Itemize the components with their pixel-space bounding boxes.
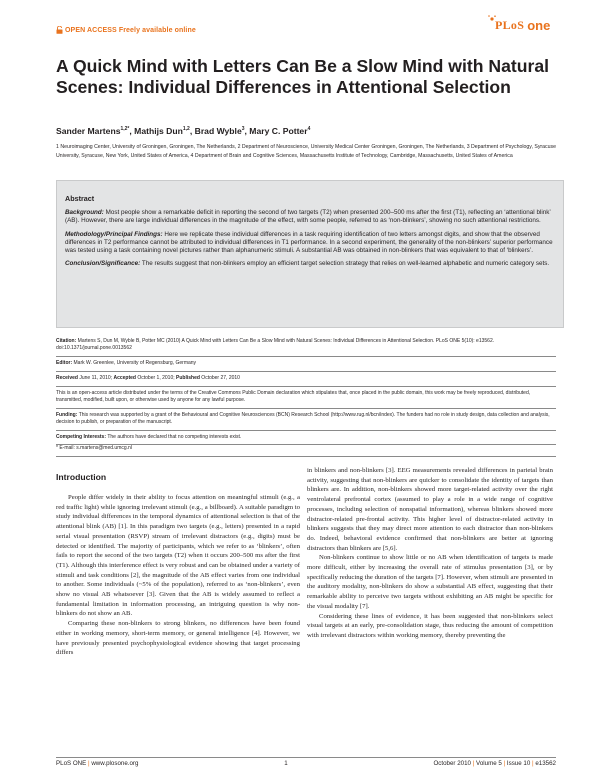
logo-one: one: [527, 18, 551, 33]
body-column-right: [307, 466, 553, 641]
footer-article-id: e13562: [535, 760, 556, 767]
page-number: 1: [284, 760, 288, 767]
header-bar: [0, 18, 600, 58]
body-paragraph: Non-blinkers continue to show little or no AB when identification of targets is made more difficult, either by increasing the overall rate of stimulus presentation [3], or by specifically reducing the duration of the targets [7]. However, when stimuli are presented in the auditory modality, non-blinkers do show a substantial AB effect, suggesting that their remarkable ability to perceive two targets without exhibiting an AB might be specific for the visual modality [7].: [307, 554, 553, 610]
footer-separator: |: [501, 760, 507, 767]
meta-label: Funding:: [56, 411, 78, 418]
meta-text: June 11, 2010;: [77, 374, 114, 381]
footer-right: [433, 760, 556, 767]
meta-label: Citation:: [56, 338, 77, 344]
footer-separator: |: [470, 760, 477, 767]
competing-interests: [56, 434, 556, 441]
meta-text: Martens S, Dun M, Wyble B, Potter MC (2010) A Quick Mind with Letters Can Be a Slow Mind with Natural Scenes: Individual Differences in Attentional Selection. PLoS ONE 5(10): e13562. doi:10.1371/journal.pone.0013562: [56, 338, 495, 352]
divider: [56, 356, 556, 357]
meta-text: The authors have declared that no competing interests exist.: [106, 433, 242, 440]
logo-star-icon: [487, 14, 497, 24]
citation: [56, 338, 556, 352]
meta-label: Accepted: [113, 374, 136, 381]
footer-left: [56, 760, 138, 767]
meta-text: This research was supported by a grant of the Behavioural and Cognitive Neurosciences (BCN) Research School (http://www.rug.nl/bcn/index). The funders had no role in study design, data collection and analysis, decision to publish, or preparation of the manuscript.: [56, 411, 550, 425]
footer-divider: [56, 757, 556, 758]
editor: [56, 360, 556, 367]
divider: [56, 386, 556, 387]
body-column-left: [56, 493, 300, 658]
meta-label: Competing Interests:: [56, 433, 107, 440]
meta-text: October 27, 2010: [199, 374, 240, 381]
author-list: Sander Martens$^{1,2*}$, Mathijs Dun$^{1,2}$, Brad Wyble$^3$, Mary C. Potter$^4$: [56, 126, 311, 136]
abstract-methods: [65, 231, 555, 256]
abstract-label: Background:: [65, 209, 104, 216]
body-paragraph: Comparing these non-blinkers to strong blinkers, no differences have been found either in working memory, short-term memory, or general intelligence [4]. However, we have previously presented psychophysiological evidence showing that target processing differs: [56, 620, 300, 657]
abstract-label: Methodology/Principal Findings:: [65, 230, 163, 238]
divider: [56, 430, 556, 431]
article-title: A Quick Mind with Letters Can Be a Slow Mind with Natural Scenes: Individual Differences in Attentional Selection: [56, 56, 549, 97]
meta-text: Mark W. Greenlee, University of Regensburg, Germany: [72, 360, 197, 366]
correspondence-email[interactable]: * E-mail: s.martens@med.umcg.nl: [56, 445, 132, 452]
article-metadata: [56, 338, 556, 457]
footer-date: October 2010: [433, 760, 471, 767]
meta-label: Editor:: [56, 360, 73, 366]
dates: [56, 375, 556, 382]
body-paragraph: Considering these lines of evidence, it has been suggested that non-blinkers select visual targets at an early, pre-consolidation stage, thus reducing the amount of competition with irrelevant distractors within working memory, thereby preventing the: [307, 612, 553, 639]
author-name: Sander Martens: [56, 126, 121, 136]
author-affil-sup: 1,2*: [120, 126, 130, 133]
body-paragraph: People differ widely in their ability to focus attention on meaningful stimuli (e.g., a red traffic light) while ignoring irrelevant stimuli (e.g., a billboard). A suitable paradigm to study individual differences in the temporal dynamics of attentional selection is that of the attentional blink (AB) [1]. In this paradigm two targets (e.g., letters) presented in a rapid serial visual presentation (RSVP) stream of irrelevant distractors (e.g., digits) must be detected or identified. The majority of participants, which we refer to as ‘blinkers’, often fails to report the second of the two targets (T2) when it occurs 200–500 ms after the first (T1). Although this interference effect is very robust and can be obtained under a variety of stimuli and task conditions [2], the magnitude of the AB effect varies from one individual to another. Some individuals (~5% of the population), referred to as ‘non-blinkers’, even show no visual AB whatsoever [3]. Given that the AB is widely assumed to reflect a fundamental limitation in information processing, an intriguing question is why non-blinkers do not show an AB.: [56, 494, 300, 618]
abstract-box: [56, 180, 564, 328]
page-footer: [56, 760, 556, 767]
divider: [56, 456, 556, 457]
author-name: Mary C. Potter: [249, 126, 308, 136]
open-access-banner: [56, 26, 196, 34]
section-heading-introduction: Introduction: [56, 472, 107, 482]
logo-plos: PLoS: [495, 18, 525, 32]
body-paragraph: in blinkers and non-blinkers [3]. EEG measurements revealed differences in parietal brain activity, suggesting that non-blinkers are quicker to consolidate the identity of targets than blinkers are. In addition, non-blinkers showed more target-related activity over the right ventrolateral prefrontal cortex (assumed to play a role in a wide range of cognitive processes, including selection of nonspatial information), whereas blinkers showed more distractor-related pre-frontal activity. This higher level of distractor-related activity in blinkers suggests that they may direct more attention to each distractor than non-blinkers do. Indeed, behavioral evidence confirmed that non-blinkers are better at ignoring distractors than blinkers are [5,6].: [307, 467, 553, 552]
divider: [56, 408, 556, 409]
author-affil-sup: 4: [307, 126, 311, 133]
author-name: Brad Wyble: [194, 126, 242, 136]
open-lock-icon: [56, 26, 63, 34]
affiliations: 1 Neuroimaging Center, University of Groningen, Groningen, The Netherlands, 2 Department of Neuroscience, University Medical Center Groningen, Groningen, The Netherlands, 3 Department of Psychology, Syracuse University, Syracuse, New York, United States of America, 4 Department of Brain and Cognitive Sciences, Massachusetts Institute of Technology, Cambridge, Massachusetts, United States of America: [56, 144, 556, 159]
divider: [56, 371, 556, 372]
footer-separator: |: [530, 760, 536, 767]
author-affil-sup: 1,2: [182, 126, 190, 133]
abstract-label: Conclusion/Significance:: [65, 260, 141, 268]
abstract-conclusion: [65, 260, 555, 268]
author-affil-sup: 3: [241, 126, 245, 133]
abstract-text: Most people show a remarkable deficit in reporting the second of two targets (T2) when presented 200–500 ms after the first (T1), reflecting an ‘attentional blink’ (AB). However, there are large individual differences in the magnitude of the effect, with some people, referred to as ‘non-blinkers’, showing no such attentional restrictions.: [65, 209, 551, 225]
plos-one-logo: [495, 18, 550, 33]
meta-label: Published: [176, 374, 200, 381]
abstract-text: Here we replicate these individual differences in a task requiring identification of two letters amongst digits, and show that the observed differences in T2 performance cannot be attributed to individual differences in T1 performance. In a second experiment, the generality of the non-blinkers’ superior performance was tested using a task containing novel pictures rather than alphanumeric stimuli. A substantial AB was obtained in non-blinkers that was equivalent to that of ‘blinkers’.: [65, 230, 553, 255]
license: This is an open-access article distributed under the terms of the Creative Commons Public Domain declaration which stipulates that, once placed in the public domain, this work may be freely reproduced, distributed, transmitted, modified, built upon, or otherwise used by anyone for any lawful purpose.: [56, 389, 531, 403]
footer-journal: PLoS ONE: [56, 760, 87, 767]
funding: [56, 412, 556, 426]
footer-separator: |: [86, 760, 92, 767]
open-access-text: OPEN ACCESS Freely available online: [65, 26, 196, 34]
author-name: Mathijs Dun: [134, 126, 183, 136]
abstract-text: The results suggest that non-blinkers employ an efficient target selection strategy that relies on well-learned alphabetic and numeric category sets.: [140, 260, 550, 268]
footer-volume: Volume 5: [476, 760, 502, 767]
meta-text: October 1, 2010;: [135, 374, 177, 381]
abstract-heading: Abstract: [65, 194, 95, 203]
abstract-background: [65, 209, 555, 226]
footer-issue: Issue 10: [506, 760, 531, 767]
footer-url[interactable]: www.plosone.org: [91, 760, 139, 767]
meta-label: Received: [56, 374, 78, 381]
